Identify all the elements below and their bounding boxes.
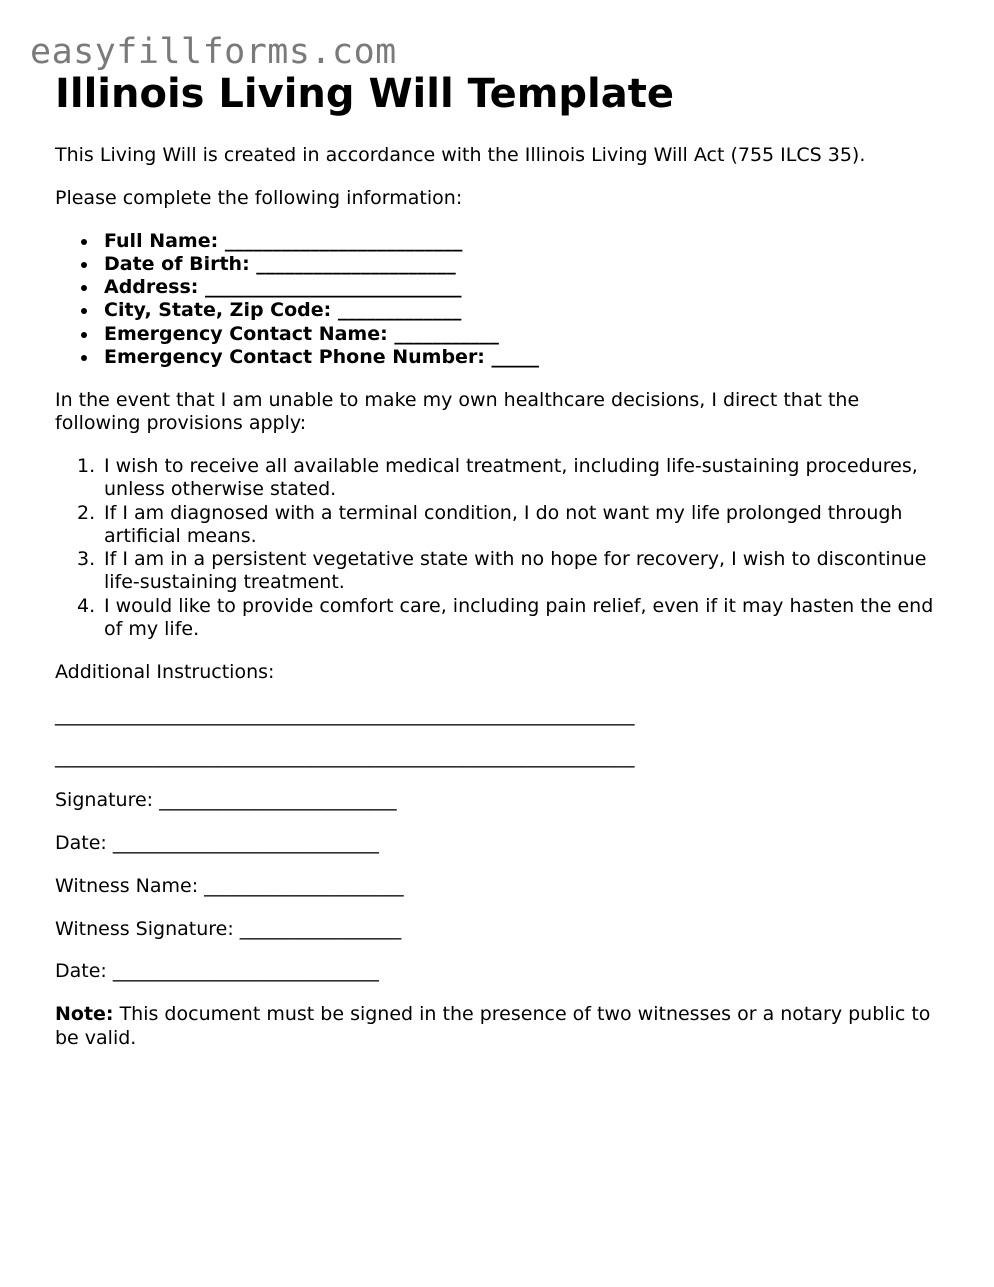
additional-instructions-line: _____________________________________________________________ — [55, 746, 635, 769]
provision-number: 2. — [77, 501, 96, 524]
provisions-list — [55, 455, 945, 641]
signature-line: Signature: _________________________ — [55, 789, 397, 812]
personal-info-list — [55, 230, 945, 370]
list-item-address: Address: ___________________________ — [104, 276, 945, 299]
provision-text: I would like to provide comfort care, including pain relief, even if it may hasten the end of my life. — [104, 594, 934, 641]
witness-name-line: Witness Name: _____________________ — [55, 874, 404, 897]
list-item-date-of-birth: Date of Birth: _____________________ — [104, 253, 945, 276]
provisions-intro: In the event that I am unable to make my own healthcare decisions, I direct that the following provisions apply: — [55, 388, 860, 435]
provision-number: 4. — [77, 594, 96, 617]
additional-instructions-line: _____________________________________________________________ — [55, 703, 635, 726]
list-item-full-name: Full Name: _________________________ — [104, 230, 945, 253]
provision-item — [77, 594, 945, 642]
provision-text: I wish to receive all available medical treatment, including life-sustaining procedures, unless otherwise stated. — [104, 454, 918, 501]
list-item-city-state-zip: City, State, Zip Code: _____________ — [104, 299, 945, 322]
provision-text: If I am in a persistent vegetative state with no hope for recovery, I wish to discontinue life-sustaining treatment. — [104, 548, 927, 594]
document-body — [55, 70, 945, 1069]
document-title: Illinois Living Will Template — [55, 71, 674, 117]
intro-paragraph: This Living Will is created in accordance with the Illinois Living Will Act (755 ILCS 35). — [55, 144, 866, 166]
additional-instructions-label: Additional Instructions: — [55, 660, 275, 683]
provision-number: 1. — [77, 454, 96, 477]
list-item-emergency-contact-phone: Emergency Contact Phone Number: _____ — [104, 346, 945, 369]
witness-date-line: Date: ____________________________ — [55, 960, 379, 983]
instructions-prompt: Please complete the following information: — [55, 186, 463, 209]
date-line: Date: ____________________________ — [55, 832, 379, 855]
witness-signature-line: Witness Signature: _________________ — [55, 917, 402, 940]
note-paragraph — [55, 1003, 945, 1050]
provision-number: 3. — [77, 548, 96, 571]
note-text: This document must be signed in the presence of two witnesses or a notary public to be valid. — [55, 1003, 931, 1049]
provision-item — [77, 501, 945, 549]
provision-text: If I am diagnosed with a terminal condition, I do not want my life prolonged through artificial means. — [104, 501, 903, 547]
list-item-emergency-contact-name: Emergency Contact Name: ___________ — [104, 323, 945, 346]
provision-item — [77, 548, 945, 595]
note-label: Note: — [55, 1003, 114, 1026]
watermark: easyfillforms.com — [30, 32, 397, 72]
provision-item — [77, 454, 945, 502]
